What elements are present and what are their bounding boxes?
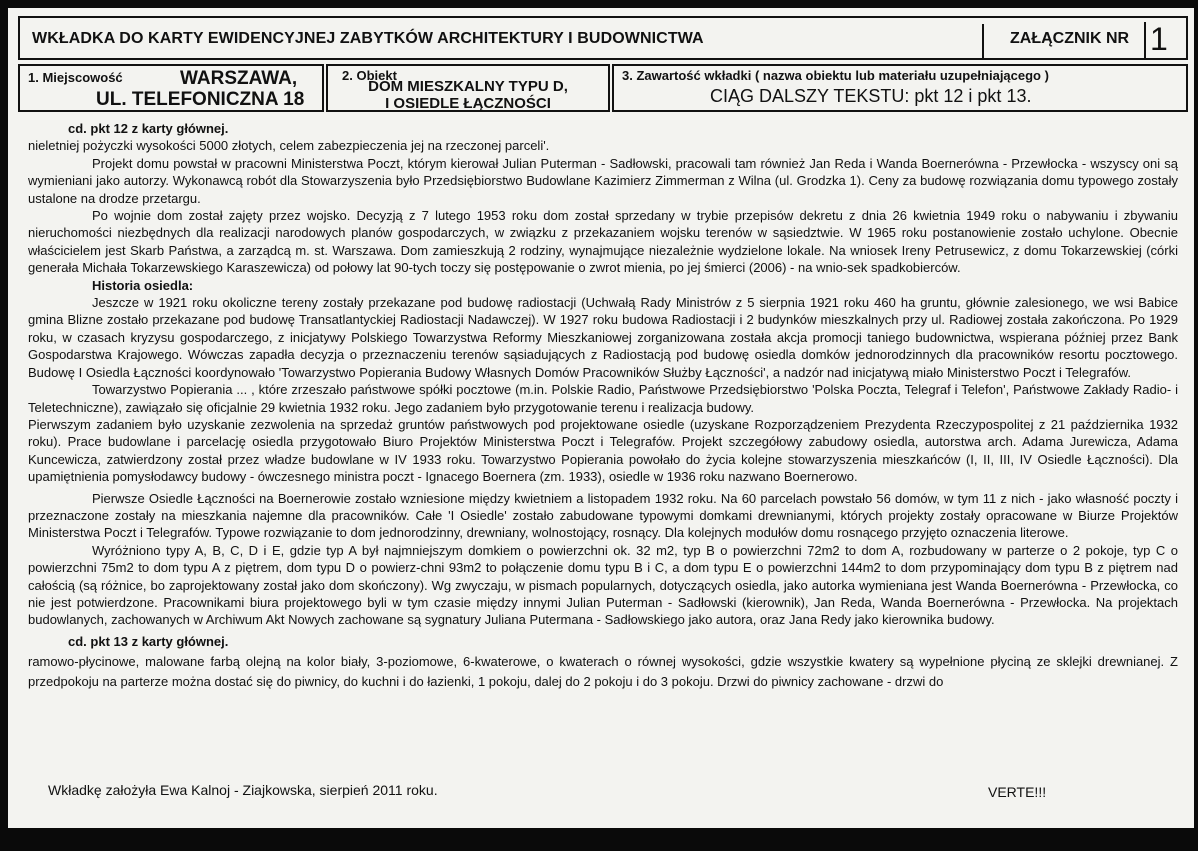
contents-label: 3. Zawartość wkładki ( nazwa obiektu lub materiału uzupełniającego )	[622, 68, 1049, 83]
paragraph: Pierwsze Osiedle Łączności na Boernerowie zostało wzniesione między kwietniem a listopadem 1932 roku. Na 60 parcelach powstało 56 domów, w tym 11 z nich - jako własność poczty i przeznaczone zostały na mieszkania najemne dla pracowników. Całe 'I Osiedle' zostało zabudowane typowymi domkami drewnianymi, których projekty zostały opracowane w Biurze Projektów Ministerstwa Poczt i Telegrafów. Typowe rozwiązanie to dom jednorodzinny, drewniany, wolnostojący, rosnący. Dla kolejnych modułów domu rosnącego przyjęto oznaczenia literowe.	[28, 490, 1178, 541]
section-heading-historia: Historia osiedla:	[92, 277, 194, 293]
paragraph: Po wojnie dom został zajęty przez wojsko. Decyzją z 7 lutego 1953 roku dom został sprzedany w trybie przepisów dekretu z dnia 26 kwietnia 1949 roku o nabywaniu i zbywaniu nieruchomości niezbędnych dla realizacji narodowych planów gospodarczych, w związku z przekazaniem wojsku terenów w sąsiedztwie. W 1965 roku postanowienie zostało uchylone. Obecnie właścicielem jest Skarb Państwa, a zarządcą m. st. Warszawa. Dom zamieszkują 2 rodziny, wynajmujące niezależnie wydzielone lokale. Na wniosek Ireny Petrusewicz, z domu Tokarzewskiej (córki generała Michała Tokarzewskiego Karaszewicza) od połowy lat 90-tych toczy się postępowanie o zwrot mienia, po jej śmierci (2006) - na wnio-sek spadkobierców.	[28, 208, 1178, 276]
section-heading-13: cd. pkt 13 z karty głównej.	[68, 633, 229, 649]
paragraph: Wyróżniono typy A, B, C, D i E, gdzie typ A był najmniejszym domkiem o powierzchni ok. 32 m2, typ B o powierzchni 72m2 to dom A, rozbudowany w parterze o 2 pokoje, typ C o powierzchni 75m2 to dom typu A z piętrem, dom typu D o powierz-chni 93m2 to połączenie domu typu B i C, a dom typu E o powierzchni 144m2 to dom przypominający dom typu B z piętrem nad całością (są różnice, bo zaprojektowany został jako dom skończony). Wg zwyczaju, w pismach popularnych, dotyczących osiedla, jako autorka wymieniana jest Wanda Boernerówna - Przewłocka, co nie jest potwierdzone. Pracownikami biura projektowego byli w tym czasie między innymi Julian Puterman - Sadłowski (kierownik), Jan Reda, Wanda Boernerówna - Przewłocka. Na projektach budowlanych, zachowanych w Archiwum Akt Nowych zachowane są sygnatury Juliana Putermana - Sadłowskiego jako autora, oraz Jana Redy jako kierownika budowy.	[28, 542, 1178, 628]
body-text	[28, 120, 1178, 692]
location-city: WARSZAWA,	[180, 68, 298, 89]
paragraph: nieletniej pożyczki wysokości 5000 złotych, celem zabezpieczenia jej na rzeczonej parceli'.	[28, 138, 550, 154]
contents-value: CIĄG DALSZY TEKSTU: pkt 12 i pkt 13.	[710, 86, 1032, 106]
paragraph: Projekt domu powstał w pracowni Ministerstwa Poczt, którym kierował Julian Puterman - Sadłowski, pracowali tam również Jan Reda i Wanda Boernerówna - Przewłocka - wszyscy oni są wymieniani jako autorzy. Wykonawcą robót dla Stowarzyszenia było Przedsiębiorstwo Budowlane Kazimierz Zimmerman z Wilna (ul. Grodzka 1). Ceny za budowę rozwiązania domu typowego zostały ustalone na drodze przetargu.	[28, 155, 1178, 206]
paragraph: ramowo-płycinowe, malowane farbą olejną na kolor biały, 3-poziomowe, 6-kwaterowe, o kwaterach o równej wysokości, gdzie wszystkie kwatery są wypełnione płyciną ze sklejki drewnianej. Z przedpokoju na parterze można dostać się do piwnicy, do kuchni i do łazienki, 1 pokoju, dalej do 2 pokoju i do 3 pokoju. Drzwi do piwnicy zachowane - drzwi do	[28, 654, 1178, 690]
document-sheet	[8, 8, 1194, 828]
paragraph: Pierwszym zadaniem było uzyskanie zezwolenia na sprzedaż gruntów państwowych pod projektowane osiedle (uzyskane Rozporządzeniem Prezydenta Rzeczypospolitej z 21 października 1932 roku). Prace budowlane i parcelację osiedla przygotowało Biuro Projektów Ministerstwa Poczt i Telegrafów. Projekt szczegółowy zabudowy osiedla, autorstwa arch. Adama Jurewicza, Adama Kuncewicza, zatwierdzony został przez władze budowlane w IV 1933 roku. Towarzystwo Popierania powołało do życia kolejne stowarzyszenia mieszkańców (I, II, III, IV Osiedle Łączności). Dla upamiętnienia pomysłodawcy budowy - ówczesnego ministra poczt - Ignacego Boernera (zm. 1933), osiedle w 1936 roku nazwano Boernerowo.	[28, 416, 1178, 485]
document-title: WKŁADKA DO KARTY EWIDENCYJNEJ ZABYTKÓW ARCHITEKTURY I BUDOWNICTWA	[32, 30, 704, 47]
footer-author: Wkładkę założyła Ewa Kalnoj - Ziajkowska, sierpień 2011 roku.	[48, 782, 438, 798]
object-line-2: I OSIEDLE ŁĄCZNOŚCI	[385, 95, 551, 112]
footer-verte: VERTE!!!	[988, 784, 1047, 800]
location-box	[18, 64, 324, 112]
attachment-number: 1	[1150, 21, 1168, 57]
location-street: UL. TELEFONICZNA 18	[96, 89, 305, 110]
paragraph: Towarzystwo Popierania ... , które zrzeszało państwowe spółki pocztowe (m.in. Polskie Radio, Państwowe Przedsiębiorstwo 'Polska Poczta, Telegraf i Telefon', Państwowe Zakłady Radio- i Teletechniczne), zawiązało się oficjalnie 29 kwietnia 1932 roku. Jego zadaniem było przygotowanie terenu i realizacja budowy.	[28, 382, 1178, 415]
object-name	[328, 78, 608, 112]
object-label: 2. Obiekt	[342, 68, 397, 83]
paragraph: Jeszcze w 1921 roku okoliczne tereny zostały przekazane pod budowę radiostacji (Uchwałą Rady Ministrów z 5 sierpnia 1921 roku 460 ha gruntu, głównie zalesionego, we wsi Babice gmina Blizne zostało przekazane pod budowę Transatlantyckiej Radiostacji Nadawczej). W 1927 roku budowa Radiostacji i 2 budynków mieszkalnych przy ul. Radiowej została zakończona. Po 1929 roku, w czasach kryzysu gospodarczego, z inicjatywy Polskiego Towarzystwa Reformy Mieszkaniowej zorganizowana została akcja promocji taniego budownictwa, wspierana później przez Bank Gospodarstwa Krajowego. Wówczas zapadła decyzja o przeznaczeniu terenów sąsiadujących z Radiostacją pod budowę osiedla domków jednorodzinnych dla pracowników resortu pocztowego. Budowę I Osiedla Łączności koordynowało 'Towarzystwo Popierania Budowy Własnych Domów Pracowników Służby Łączności', a nadzór nad inicjatywą miało Ministerstwo Poczt i Telegrafów.	[28, 295, 1178, 380]
header-divider-2	[1144, 22, 1146, 60]
object-box	[326, 64, 610, 112]
header-divider	[982, 24, 984, 58]
object-line-1: DOM MIESZKALNY TYPU D,	[368, 78, 568, 95]
section-heading-12: cd. pkt 12 z karty głównej.	[68, 121, 229, 136]
attachment-label: ZAŁĄCZNIK NR	[1010, 30, 1130, 47]
location-label: 1. Miejscowość	[28, 70, 123, 85]
header-box	[18, 16, 1188, 60]
contents-box	[612, 64, 1188, 112]
